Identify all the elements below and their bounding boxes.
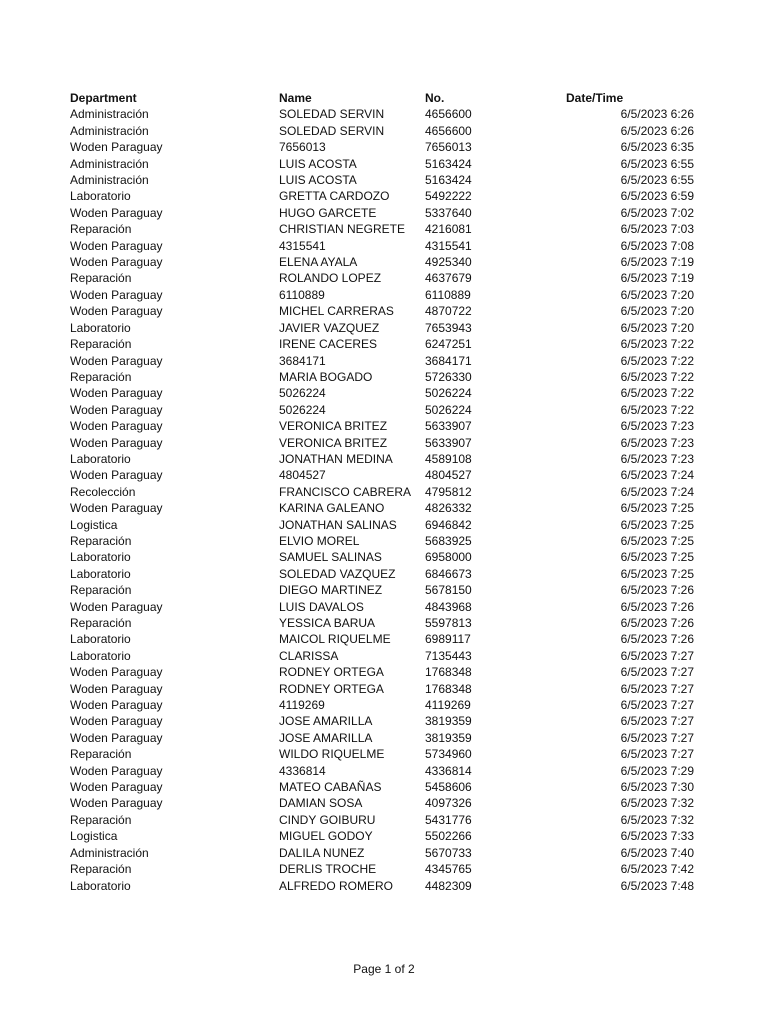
cell-department: Administración [70,845,149,860]
cell-department: Woden Paraguay [70,419,163,434]
attendance-table [70,90,694,894]
table-row [70,779,694,795]
cell-datetime: 6/5/2023 7:03 [620,222,694,237]
cell-no: 3819359 [425,714,472,729]
cell-name: MAICOL RIQUELME [279,632,391,647]
table-row [70,828,694,844]
cell-name: GRETTA CARDOZO [279,189,390,204]
table-row [70,878,694,894]
cell-datetime: 6/5/2023 7:27 [620,648,694,663]
cell-datetime: 6/5/2023 7:32 [620,812,694,827]
cell-department: Laboratorio [70,451,131,466]
cell-name: IRENE CACERES [279,337,378,352]
cell-datetime: 6/5/2023 7:24 [620,468,694,483]
cell-no: 5734960 [425,747,472,762]
table-row [70,123,694,139]
table-row [70,303,694,319]
cell-name: 5026224 [279,402,326,417]
cell-name: DALILA NUNEZ [279,845,365,860]
cell-department: Reparación [70,583,132,598]
cell-no: 7135443 [425,648,472,663]
cell-name: VERONICA BRITEZ [279,419,388,434]
table-row [70,238,694,254]
table-row [70,812,694,828]
cell-department: Administración [70,156,149,171]
cell-datetime: 6/5/2023 6:59 [620,189,694,204]
cell-department: Laboratorio [70,566,131,581]
cell-department: Woden Paraguay [70,386,163,401]
cell-no: 4870722 [425,304,472,319]
cell-department: Laboratorio [70,189,131,204]
cell-datetime: 6/5/2023 7:32 [620,796,694,811]
cell-datetime: 6/5/2023 7:27 [620,698,694,713]
table-row [70,336,694,352]
cell-no: 5026224 [425,402,472,417]
cell-department: Woden Paraguay [70,435,163,450]
cell-datetime: 6/5/2023 7:24 [620,484,694,499]
table-row [70,205,694,221]
cell-datetime: 6/5/2023 7:27 [620,714,694,729]
cell-no: 1768348 [425,681,472,696]
table-row [70,582,694,598]
table-row [70,467,694,483]
cell-datetime: 6/5/2023 7:23 [620,451,694,466]
cell-name: VERONICA BRITEZ [279,435,388,450]
table-row [70,451,694,467]
table-row [70,221,694,237]
cell-name: YESSICA BARUA [279,616,376,630]
cell-department: Administración [70,173,149,188]
column-header-department: Department [70,91,137,105]
cell-department: Woden Paraguay [70,665,163,680]
cell-department: Woden Paraguay [70,501,163,516]
cell-no: 4482309 [425,878,472,893]
cell-no: 3684171 [425,353,472,368]
cell-department: Laboratorio [70,632,131,647]
cell-datetime: 6/5/2023 7:22 [620,386,694,401]
cell-name: HUGO GARCETE [279,205,377,220]
cell-no: 5492222 [425,189,472,204]
cell-datetime: 6/5/2023 7:20 [620,304,694,319]
cell-department: Woden Paraguay [70,238,163,253]
cell-datetime: 6/5/2023 7:22 [620,337,694,352]
cell-no: 5431776 [425,812,472,827]
cell-department: Reparación [70,533,132,548]
cell-no: 5678150 [425,583,472,598]
cell-no: 4336814 [425,763,472,778]
cell-name: FRANCISCO CABRERA [279,484,412,499]
table-row [70,188,694,204]
table-row [70,861,694,877]
cell-name: 3684171 [279,353,326,368]
table-row [70,631,694,647]
cell-no: 5026224 [425,386,472,401]
cell-name: WILDO RIQUELME [279,747,385,762]
table-row [70,845,694,861]
cell-name: JOSE AMARILLA [279,730,373,745]
cell-no: 5337640 [425,205,472,220]
table-row [70,287,694,303]
header-row [70,90,694,106]
cell-no: 5597813 [425,616,472,630]
cell-datetime: 6/5/2023 7:26 [620,632,694,647]
cell-name: ELENA AYALA [279,255,358,270]
table-row [70,517,694,533]
cell-no: 4925340 [425,255,472,270]
cell-datetime: 6/5/2023 7:19 [620,271,694,286]
cell-no: 5633907 [425,419,472,434]
cell-department: Laboratorio [70,648,131,663]
page-indicator: Page 1 of 2 [353,962,415,976]
cell-name: CLARISSA [279,648,339,663]
cell-department: Reparación [70,862,132,877]
cell-name: JOSE AMARILLA [279,714,373,729]
cell-name: 5026224 [279,386,326,401]
table-row [70,353,694,369]
cell-name: LUIS DAVALOS [279,599,364,614]
cell-datetime: 6/5/2023 7:22 [620,353,694,368]
cell-datetime: 6/5/2023 7:08 [620,238,694,253]
cell-datetime: 6/5/2023 7:20 [620,287,694,302]
table-row [70,713,694,729]
table-row [70,106,694,122]
cell-department: Woden Paraguay [70,714,163,729]
cell-name: ROLANDO LOPEZ [279,271,382,286]
table-row [70,795,694,811]
cell-name: JAVIER VAZQUEZ [279,320,380,335]
table-row [70,139,694,155]
cell-name: ALFREDO ROMERO [279,878,394,893]
table-row [70,369,694,385]
cell-name: SAMUEL SALINAS [279,550,382,565]
cell-name: JONATHAN MEDINA [279,451,393,466]
cell-name: LUIS ACOSTA [279,173,357,188]
cell-datetime: 6/5/2023 7:29 [620,763,694,778]
cell-name: 6110889 [279,287,325,302]
cell-name: RODNEY ORTEGA [279,681,384,696]
table-row [70,435,694,451]
column-header-datetime: Date/Time [566,91,624,105]
table-row [70,320,694,336]
cell-department: Woden Paraguay [70,599,163,614]
column-header-name: Name [279,91,312,105]
cell-datetime: 6/5/2023 7:22 [620,369,694,384]
cell-name: 7656013 [279,140,326,155]
cell-no: 6989117 [425,632,471,647]
table-row [70,270,694,286]
cell-datetime: 6/5/2023 7:27 [620,730,694,745]
cell-datetime: 6/5/2023 7:26 [620,583,694,598]
cell-name: KARINA GALEANO [279,501,385,516]
cell-name: SOLEDAD SERVIN [279,123,385,138]
cell-no: 4656600 [425,107,472,122]
table-row [70,566,694,582]
cell-name: 4119269 [279,698,325,713]
table-row [70,648,694,664]
cell-name: RODNEY ORTEGA [279,665,384,680]
table-row [70,599,694,615]
cell-name: 4315541 [279,238,326,253]
cell-no: 4216081 [425,222,472,237]
cell-department: Logistica [70,517,118,532]
cell-datetime: 6/5/2023 7:48 [620,878,694,893]
cell-datetime: 6/5/2023 7:19 [620,255,694,270]
cell-datetime: 6/5/2023 7:26 [620,599,694,614]
table-row [70,664,694,680]
cell-department: Woden Paraguay [70,763,163,778]
cell-department: Administración [70,107,149,122]
table-row [70,385,694,401]
cell-department: Woden Paraguay [70,353,163,368]
cell-datetime: 6/5/2023 7:33 [620,829,694,844]
cell-datetime: 6/5/2023 7:40 [620,845,694,860]
table-row [70,172,694,188]
cell-datetime: 6/5/2023 6:26 [620,123,694,138]
cell-name: ELVIO MOREL [279,533,360,548]
cell-name: MATEO CABAÑAS [279,780,382,795]
cell-name: DERLIS TROCHE [279,862,377,877]
cell-department: Woden Paraguay [70,780,163,795]
cell-department: Reparación [70,747,132,762]
cell-department: Woden Paraguay [70,287,163,302]
cell-name: 4804527 [279,468,326,483]
cell-no: 4119269 [425,698,471,713]
cell-name: LUIS ACOSTA [279,156,357,171]
cell-datetime: 6/5/2023 7:27 [620,747,694,762]
cell-datetime: 6/5/2023 6:35 [620,140,694,155]
cell-department: Logistica [70,829,118,844]
cell-name: MIGUEL GODOY [279,829,373,844]
column-header-no: No. [425,91,445,105]
cell-department: Reparación [70,369,132,384]
cell-no: 4656600 [425,123,472,138]
table-row [70,533,694,549]
table-header [70,90,694,106]
cell-no: 5670733 [425,845,472,860]
cell-datetime: 6/5/2023 7:23 [620,435,694,450]
cell-datetime: 6/5/2023 7:23 [620,419,694,434]
table-row [70,418,694,434]
table-row [70,402,694,418]
table-row [70,615,694,631]
cell-no: 7653943 [425,320,472,335]
cell-datetime: 6/5/2023 7:20 [620,320,694,335]
cell-name: MICHEL CARRERAS [279,304,394,319]
cell-no: 6846673 [425,566,472,581]
cell-department: Reparación [70,271,132,286]
cell-datetime: 6/5/2023 7:27 [620,681,694,696]
cell-no: 1768348 [425,665,472,680]
cell-department: Woden Paraguay [70,681,163,696]
table-row [70,549,694,565]
cell-datetime: 6/5/2023 6:55 [620,156,694,171]
cell-datetime: 6/5/2023 7:42 [620,862,694,877]
cell-no: 5633907 [425,435,472,450]
attendance-report [70,90,700,894]
cell-no: 4804527 [425,468,472,483]
table-row [70,484,694,500]
cell-no: 5163424 [425,173,472,188]
cell-no: 6247251 [425,337,472,352]
cell-no: 5502266 [425,829,472,844]
table-row [70,500,694,516]
cell-no: 4843968 [425,599,472,614]
cell-department: Reparación [70,337,132,352]
cell-datetime: 6/5/2023 7:27 [620,665,694,680]
table-body [70,106,694,894]
cell-datetime: 6/5/2023 7:25 [620,566,694,581]
cell-department: Administración [70,123,149,138]
cell-datetime: 6/5/2023 7:22 [620,402,694,417]
cell-name: DAMIAN SOSA [279,796,363,811]
cell-no: 5163424 [425,156,472,171]
cell-datetime: 6/5/2023 7:26 [620,616,694,630]
cell-name: SOLEDAD VAZQUEZ [279,566,396,581]
cell-department: Reparación [70,812,132,827]
cell-no: 4826332 [425,501,472,516]
cell-name: CHRISTIAN NEGRETE [279,222,406,237]
cell-department: Laboratorio [70,878,131,893]
table-row [70,763,694,779]
cell-no: 4345765 [425,862,472,877]
cell-datetime: 6/5/2023 6:26 [620,107,694,122]
cell-department: Woden Paraguay [70,304,163,319]
cell-no: 5683925 [425,533,472,548]
cell-no: 6110889 [425,287,471,302]
cell-department: Woden Paraguay [70,468,163,483]
cell-no: 5458606 [425,780,472,795]
cell-datetime: 6/5/2023 7:25 [620,517,694,532]
cell-datetime: 6/5/2023 7:25 [620,533,694,548]
cell-datetime: 6/5/2023 7:25 [620,501,694,516]
cell-name: MARIA BOGADO [279,369,373,384]
cell-department: Woden Paraguay [70,730,163,745]
cell-department: Laboratorio [70,320,131,335]
cell-no: 6958000 [425,550,472,565]
cell-department: Woden Paraguay [70,255,163,270]
cell-no: 6946842 [425,517,472,532]
cell-department: Woden Paraguay [70,698,163,713]
table-row [70,254,694,270]
cell-name: SOLEDAD SERVIN [279,107,385,122]
cell-department: Woden Paraguay [70,205,163,220]
cell-no: 4589108 [425,451,472,466]
table-row [70,746,694,762]
cell-no: 3819359 [425,730,472,745]
cell-no: 4637679 [425,271,472,286]
table-row [70,730,694,746]
table-row [70,697,694,713]
cell-no: 4795812 [425,484,472,499]
cell-department: Reparación [70,616,132,630]
cell-department: Woden Paraguay [70,402,163,417]
cell-no: 4097326 [425,796,472,811]
cell-department: Reparación [70,222,132,237]
cell-no: 7656013 [425,140,472,155]
cell-datetime: 6/5/2023 7:02 [620,205,694,220]
cell-datetime: 6/5/2023 6:55 [620,173,694,188]
cell-department: Woden Paraguay [70,140,163,155]
cell-name: CINDY GOIBURU [279,812,376,827]
cell-no: 4315541 [425,238,472,253]
cell-name: JONATHAN SALINAS [279,517,397,532]
cell-datetime: 6/5/2023 7:25 [620,550,694,565]
table-row [70,156,694,172]
cell-department: Laboratorio [70,550,131,565]
cell-datetime: 6/5/2023 7:30 [620,780,694,795]
cell-name: 4336814 [279,763,326,778]
cell-department: Recolección [70,484,136,499]
table-row [70,681,694,697]
cell-no: 5726330 [425,369,472,384]
cell-department: Woden Paraguay [70,796,163,811]
cell-name: DIEGO MARTINEZ [279,583,383,598]
